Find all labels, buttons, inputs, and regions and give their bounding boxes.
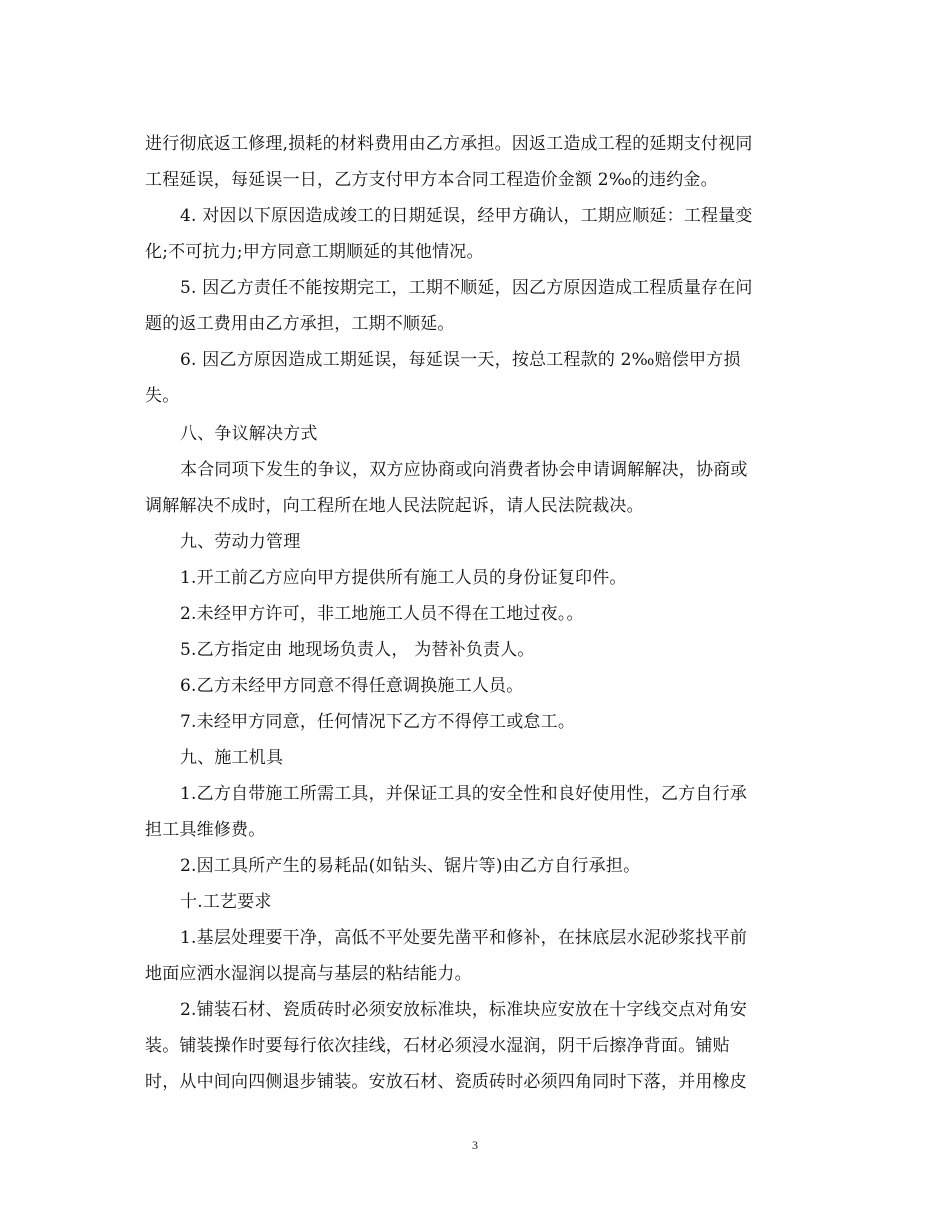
text-line: 时，从中间向四侧退步铺装。安放石材、瓷质砖时必须四角同时下落，并用橡皮: [145, 1072, 747, 1092]
section-heading: 十.工艺要求: [180, 892, 272, 912]
text-line: 5. 因乙方责任不能按期完工，工期不顺延，因乙方原因造成工程质量存在问: [180, 278, 753, 298]
text-line: 工程延误，每延误一日，乙方支付甲方本合同工程造价金额 2‰的违约金。: [145, 170, 718, 190]
page-number: 3: [472, 1138, 478, 1152]
text-line: 6. 因乙方原因造成工期延误，每延误一天，按总工程款的 2‰赔偿甲方损: [180, 350, 741, 370]
text-line: 5.乙方指定由 地现场负责人， 为替补负责人。: [180, 640, 535, 660]
text-line: 进行彻底返工修理,损耗的材料费用由乙方承担。因返工造成工程的延期支付视同: [145, 134, 753, 154]
text-line: 1.基层处理要干净，高低不平处要先凿平和修补，在抹底层水泥砂浆找平前: [180, 928, 748, 948]
text-line: 担工具维修费。: [145, 820, 266, 840]
text-line: 装。铺装操作时要每行依次挂线，石材必须浸水湿润，阴干后擦净背面。铺贴: [145, 1036, 730, 1056]
text-line: 2.铺装石材、瓷质砖时必须安放标准块，标准块应安放在十字线交点对角安: [180, 1000, 748, 1020]
text-line: 调解解决不成时，向工程所在地人民法院起诉，请人民法院裁决。: [145, 496, 644, 516]
text-line: 4. 对因以下原因造成竣工的日期延误，经甲方确认，工期应顺延：工程量变: [180, 206, 753, 226]
text-line: 化;不可抗力;甲方同意工期顺延的其他情况。: [145, 242, 484, 262]
text-line: 本合同项下发生的争议，双方应协商或向消费者协会申请调解解决，协商或: [180, 460, 748, 480]
section-heading: 九、劳动力管理: [180, 532, 301, 552]
section-heading: 九、施工机具: [180, 748, 284, 768]
text-line: 2.未经甲方许可，非工地施工人员不得在工地过夜。。: [180, 604, 584, 624]
section-heading: 八、争议解决方式: [180, 424, 318, 444]
text-line: 1.开工前乙方应向甲方提供所有施工人员的身份证复印件。: [180, 568, 627, 588]
text-line: 2.因工具所产生的易耗品(如钻头、锯片等)由乙方自行承担。: [180, 856, 641, 876]
text-line: 失。: [145, 386, 180, 406]
text-line: 地面应洒水湿润以提高与基层的粘结能力。: [145, 964, 472, 984]
text-line: 题的返工费用由乙方承担，工期不顺延。: [145, 314, 455, 334]
text-line: 6.乙方未经甲方同意不得任意调换施工人员。: [180, 676, 524, 696]
text-line: 7.未经甲方同意，任何情况下乙方不得停工或怠工。: [180, 712, 576, 732]
text-line: 1.乙方自带施工所需工具，并保证工具的安全性和良好使用性，乙方自行承: [180, 784, 748, 804]
